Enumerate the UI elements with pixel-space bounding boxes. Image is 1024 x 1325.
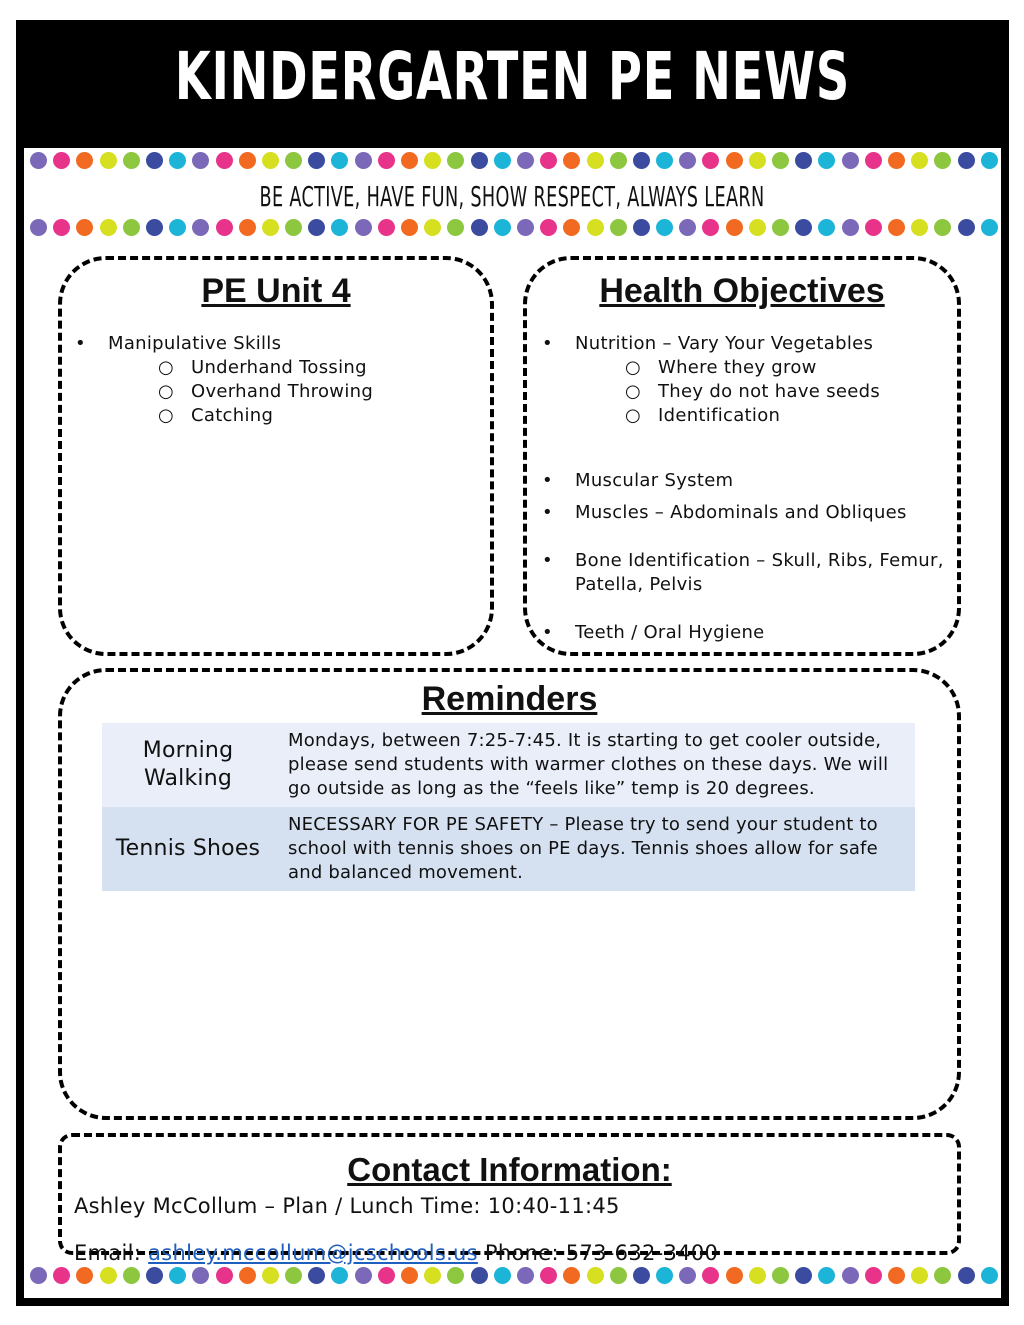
decorative-dot (308, 219, 325, 236)
decorative-dot (192, 219, 209, 236)
decorative-dot (239, 1267, 256, 1284)
decorative-dot (633, 219, 650, 236)
sub-list-item-label: Identification (658, 405, 781, 426)
decorative-dot (656, 1267, 673, 1284)
decorative-dot (471, 152, 488, 169)
decorative-dot (795, 1267, 812, 1284)
decorative-dot (53, 1267, 70, 1284)
decorative-dot (123, 1267, 140, 1284)
decorative-dot (100, 219, 117, 236)
contact-email-phone (74, 1241, 718, 1265)
decorative-dot (355, 1267, 372, 1284)
decorative-dot (262, 152, 279, 169)
decorative-dot (772, 152, 789, 169)
decorative-dot (656, 219, 673, 236)
decorative-dot (239, 152, 256, 169)
decorative-dot (888, 152, 905, 169)
email-label: Email: (74, 1241, 149, 1265)
contact-name-time: Ashley McCollum – Plan / Lunch Time: 10:40-11:45 (74, 1194, 620, 1218)
decorative-dot (726, 152, 743, 169)
decorative-dot (471, 1267, 488, 1284)
decorative-dot (169, 219, 186, 236)
decorative-dot (447, 152, 464, 169)
reminders-heading: Reminders (421, 680, 598, 718)
decorative-dot (842, 219, 859, 236)
list-item (542, 549, 945, 597)
decorative-dot (53, 152, 70, 169)
circle-bullet-icon: ○ (158, 381, 175, 402)
decorative-dot (401, 1267, 418, 1284)
bullet-icon: • (75, 333, 86, 354)
reminders-table (102, 723, 915, 891)
sub-list-item-label: Overhand Throwing (191, 381, 374, 402)
decorative-dot (517, 219, 534, 236)
decorative-dot (146, 219, 163, 236)
decorative-dot (587, 1267, 604, 1284)
decorative-dot (563, 152, 580, 169)
reminder-label: Morning Walking (142, 738, 234, 791)
pe-unit-heading: PE Unit 4 (201, 272, 351, 310)
decorative-dot (795, 219, 812, 236)
sub-list-item-label: Underhand Tossing (191, 357, 367, 378)
decorative-dot (517, 152, 534, 169)
sub-list-item (575, 380, 945, 404)
decorative-dot (76, 219, 93, 236)
decorative-dot (100, 1267, 117, 1284)
decorative-dot (888, 219, 905, 236)
sub-list-item-label: Catching (191, 405, 274, 426)
decorative-dot (123, 219, 140, 236)
health-objectives-box (523, 256, 961, 656)
decorative-dot (76, 152, 93, 169)
decorative-dot (447, 1267, 464, 1284)
decorative-dot (123, 152, 140, 169)
decorative-dot (981, 1267, 998, 1284)
email-link[interactable]: ashley.mccollum@jcschools.us (148, 1241, 478, 1265)
pe-unit-list (75, 332, 374, 428)
decorative-dot (656, 152, 673, 169)
contact-heading: Contact Information: (347, 1151, 672, 1188)
decorative-dot (958, 152, 975, 169)
decorative-dot (216, 219, 233, 236)
decorative-dot (285, 1267, 302, 1284)
decorative-dot (888, 1267, 905, 1284)
circle-bullet-icon: ○ (625, 381, 642, 402)
decorative-dot (378, 1267, 395, 1284)
decorative-dot (355, 219, 372, 236)
circle-bullet-icon: ○ (625, 357, 642, 378)
decorative-dot (424, 1267, 441, 1284)
sub-list-item-label: They do not have seeds (658, 381, 881, 402)
decorative-dot (981, 152, 998, 169)
decorative-dot (702, 1267, 719, 1284)
decorative-dot (308, 1267, 325, 1284)
decorative-dot (633, 1267, 650, 1284)
decorative-dot (378, 219, 395, 236)
decorative-dot (517, 1267, 534, 1284)
sub-list-item (108, 356, 373, 380)
decorative-dot (842, 152, 859, 169)
decorative-dot (934, 152, 951, 169)
decorative-dot (401, 219, 418, 236)
sub-list-item (108, 404, 373, 428)
list-item (542, 332, 945, 428)
decorative-dot-row-bottom (30, 1267, 998, 1287)
decorative-dot (749, 152, 766, 169)
reminder-label: Tennis Shoes (115, 836, 261, 861)
decorative-dot (100, 152, 117, 169)
sub-list-item-label: Where they grow (658, 357, 817, 378)
list-item-label: Muscular System (575, 470, 734, 491)
decorative-dot (494, 1267, 511, 1284)
decorative-dot (563, 219, 580, 236)
circle-bullet-icon: ○ (158, 405, 175, 426)
decorative-dot (216, 1267, 233, 1284)
decorative-dot (702, 219, 719, 236)
decorative-dot (262, 219, 279, 236)
decorative-dot (679, 219, 696, 236)
decorative-dot (308, 152, 325, 169)
phone-number: Phone: 573-632-3400 (477, 1241, 719, 1265)
sub-list-item (575, 404, 945, 428)
list-item (542, 501, 945, 525)
bullet-icon: • (542, 470, 553, 491)
decorative-dot (633, 152, 650, 169)
decorative-dot (818, 219, 835, 236)
newsletter-title: KINDERGARTEN PE NEWS (174, 38, 851, 115)
decorative-dot (563, 1267, 580, 1284)
decorative-dot (911, 219, 928, 236)
decorative-dot (818, 1267, 835, 1284)
decorative-dot (53, 219, 70, 236)
decorative-dot (958, 219, 975, 236)
decorative-dot (331, 152, 348, 169)
decorative-dot (424, 152, 441, 169)
decorative-dot (471, 219, 488, 236)
decorative-dot (772, 1267, 789, 1284)
decorative-dot (702, 152, 719, 169)
decorative-dot-row-top (30, 152, 998, 172)
decorative-dot (216, 152, 233, 169)
decorative-dot (378, 152, 395, 169)
decorative-dot (911, 1267, 928, 1284)
decorative-dot (610, 1267, 627, 1284)
decorative-dot (679, 152, 696, 169)
decorative-dot (494, 152, 511, 169)
decorative-dot (795, 152, 812, 169)
bullet-icon: • (542, 502, 553, 523)
decorative-dot (285, 152, 302, 169)
decorative-dot (865, 152, 882, 169)
decorative-dot (865, 219, 882, 236)
decorative-dot (424, 219, 441, 236)
table-row (102, 723, 915, 807)
bullet-icon: • (542, 550, 553, 571)
circle-bullet-icon: ○ (625, 405, 642, 426)
decorative-dot (610, 219, 627, 236)
list-item (542, 469, 945, 493)
decorative-dot (401, 152, 418, 169)
list-item-label: Manipulative Skills (108, 333, 282, 354)
bullet-icon: • (542, 333, 553, 354)
decorative-dot (842, 1267, 859, 1284)
pe-unit-box (58, 256, 494, 656)
decorative-dot (749, 219, 766, 236)
sub-list-item (575, 356, 945, 380)
reminder-text: NECESSARY FOR PE SAFETY – Please try to send your student to school with tennis shoes on PE days. Tennis shoes allow for safe and balanced movement. (288, 814, 878, 883)
decorative-dot (262, 1267, 279, 1284)
list-item (75, 332, 374, 428)
decorative-dot (772, 219, 789, 236)
list-item-label: Bone Identification – Skull, Ribs, Femur, Patella, Pelvis (575, 550, 944, 595)
decorative-dot (726, 1267, 743, 1284)
list-item-label: Muscles – Abdominals and Obliques (575, 502, 907, 523)
decorative-dot (169, 1267, 186, 1284)
decorative-dot (818, 152, 835, 169)
decorative-dot (610, 152, 627, 169)
decorative-dot (934, 1267, 951, 1284)
list-item-label: Nutrition – Vary Your Vegetables (575, 333, 874, 354)
list-item (542, 621, 945, 645)
bullet-icon: • (542, 622, 553, 643)
decorative-dot (30, 1267, 47, 1284)
decorative-dot (587, 152, 604, 169)
decorative-dot (447, 219, 464, 236)
decorative-dot (958, 1267, 975, 1284)
decorative-dot (30, 219, 47, 236)
decorative-dot (726, 219, 743, 236)
decorative-dot (540, 219, 557, 236)
sub-list-item (108, 380, 373, 404)
decorative-dot (239, 219, 256, 236)
decorative-dot (192, 1267, 209, 1284)
decorative-dot (981, 219, 998, 236)
decorative-dot (934, 219, 951, 236)
circle-bullet-icon: ○ (158, 357, 175, 378)
decorative-dot (285, 219, 302, 236)
decorative-dot (30, 152, 47, 169)
decorative-dot (331, 1267, 348, 1284)
decorative-dot-row-middle (30, 219, 998, 239)
health-objectives-heading: Health Objectives (599, 272, 885, 310)
decorative-dot (169, 152, 186, 169)
health-objectives-list (542, 332, 945, 645)
table-row (102, 807, 915, 891)
reminder-text: Mondays, between 7:25-7:45. It is starting to get cooler outside, please send students with warmer clothes on these days. We will go outside as long as the “feels like” temp is 20 degrees. (288, 730, 889, 799)
decorative-dot (749, 1267, 766, 1284)
decorative-dot (76, 1267, 93, 1284)
motto: BE ACTIVE, HAVE FUN, SHOW RESPECT, ALWAYS LEARN (259, 180, 765, 213)
decorative-dot (146, 1267, 163, 1284)
decorative-dot (494, 219, 511, 236)
decorative-dot (540, 152, 557, 169)
decorative-dot (911, 152, 928, 169)
decorative-dot (146, 152, 163, 169)
decorative-dot (540, 1267, 557, 1284)
decorative-dot (331, 219, 348, 236)
decorative-dot (355, 152, 372, 169)
list-item-label: Teeth / Oral Hygiene (575, 622, 765, 643)
decorative-dot (865, 1267, 882, 1284)
decorative-dot (192, 152, 209, 169)
decorative-dot (679, 1267, 696, 1284)
decorative-dot (587, 219, 604, 236)
